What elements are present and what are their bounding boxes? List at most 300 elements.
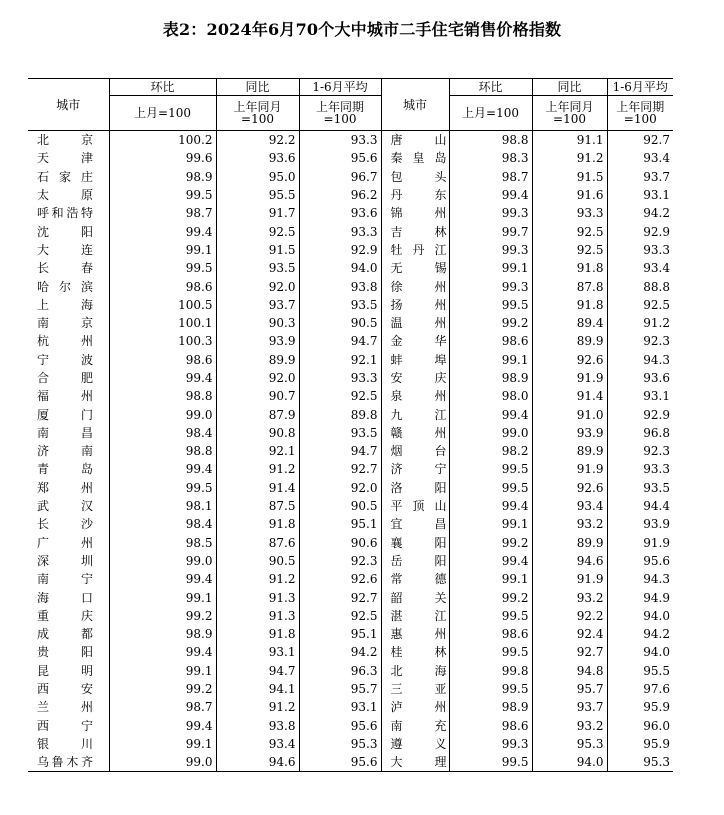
city-cell — [28, 277, 109, 295]
mom-cell: 99.0 — [109, 405, 216, 423]
avg-cell: 94.7 — [299, 332, 381, 350]
table-row — [28, 149, 673, 167]
mom-cell: 98.1 — [109, 497, 216, 515]
avg-cell-right: 92.5 — [607, 296, 673, 314]
avg-cell-right: 95.3 — [607, 753, 673, 772]
city-cell — [28, 570, 109, 588]
table-row — [28, 662, 673, 680]
city-name: 南充 — [390, 718, 447, 733]
city-cell-right — [381, 332, 449, 350]
yoy-cell: 89.9 — [216, 351, 299, 369]
city-name: 太原 — [37, 188, 93, 203]
city-name: 徐州 — [390, 279, 447, 294]
city-name: 北京 — [37, 133, 93, 148]
city-cell — [28, 296, 109, 314]
yoy-cell-right: 91.8 — [532, 259, 607, 277]
city-name: 秦皇岛 — [390, 151, 447, 166]
city-name: 天津 — [37, 151, 93, 166]
city-name: 惠州 — [390, 627, 447, 642]
city-name: 常德 — [390, 572, 447, 587]
city-cell — [28, 131, 109, 150]
yoy-cell-right: 91.6 — [532, 186, 607, 204]
city-cell-right — [381, 296, 449, 314]
city-cell — [28, 625, 109, 643]
mom-cell-right: 98.3 — [449, 149, 532, 167]
city-name: 西宁 — [37, 718, 93, 733]
yoy-cell-right: 92.4 — [532, 625, 607, 643]
city-name: 广州 — [37, 535, 93, 550]
city-cell — [28, 698, 109, 716]
city-cell — [28, 515, 109, 533]
yoy-cell: 93.4 — [216, 735, 299, 753]
yoy-cell-right: 91.5 — [532, 168, 607, 186]
city-name: 合肥 — [37, 371, 93, 385]
city-cell-right — [381, 204, 449, 222]
city-name: 温州 — [390, 316, 447, 331]
yoy-base: 上年同月 =100 — [216, 96, 299, 131]
table-body — [28, 131, 673, 772]
yoy-cell: 93.9 — [216, 332, 299, 350]
table-row — [28, 534, 673, 552]
avg-cell-right: 94.4 — [607, 497, 673, 515]
avg-cell: 94.2 — [299, 643, 381, 661]
price-index-table — [28, 78, 673, 772]
city-name: 牡丹江 — [390, 242, 447, 257]
yoy-cell: 90.8 — [216, 424, 299, 442]
city-cell-right — [381, 314, 449, 332]
city-cell-right — [381, 643, 449, 661]
mom-cell-right: 98.9 — [449, 698, 532, 716]
city-name: 唐山 — [390, 133, 447, 148]
table-row — [28, 296, 673, 314]
city-cell-right — [381, 424, 449, 442]
avg-cell-right: 93.3 — [607, 460, 673, 478]
mom-cell: 98.4 — [109, 515, 216, 533]
avg-cell-right: 93.4 — [607, 259, 673, 277]
avg-cell-right: 94.2 — [607, 625, 673, 643]
city-name: 平顶山 — [390, 499, 447, 514]
yoy-cell: 94.7 — [216, 662, 299, 680]
avg-cell-right: 91.9 — [607, 534, 673, 552]
mom-cell-right: 99.4 — [449, 552, 532, 570]
table-row — [28, 607, 673, 625]
city-cell — [28, 735, 109, 753]
yoy-cell-right: 91.2 — [532, 149, 607, 167]
city-cell — [28, 680, 109, 698]
yoy-cell: 93.1 — [216, 643, 299, 661]
city-name: 贵阳 — [37, 645, 93, 660]
yoy-cell: 92.2 — [216, 131, 299, 150]
table-row — [28, 515, 673, 533]
avg-cell: 93.5 — [299, 424, 381, 442]
yoy-cell-right: 93.2 — [532, 717, 607, 735]
mom-cell: 99.0 — [109, 753, 216, 772]
mom-cell: 99.4 — [109, 460, 216, 478]
city-cell-right — [381, 735, 449, 753]
mom-cell: 100.3 — [109, 332, 216, 350]
city-name: 泉州 — [390, 389, 447, 404]
city-name: 泸州 — [390, 700, 447, 715]
city-name: 郑州 — [37, 480, 93, 495]
city-name: 扬州 — [390, 297, 447, 312]
table-row — [28, 241, 673, 259]
city-cell-right — [381, 717, 449, 735]
avg-cell-right: 93.7 — [607, 168, 673, 186]
yoy-cell-right: 93.3 — [532, 204, 607, 222]
city-name: 厦门 — [37, 407, 93, 422]
city-name: 赣州 — [390, 425, 447, 440]
table-row — [28, 479, 673, 497]
avg-cell: 92.6 — [299, 570, 381, 588]
mom-cell-right: 99.2 — [449, 588, 532, 606]
city-name: 丹东 — [390, 188, 447, 203]
city-cell — [28, 753, 109, 772]
avg-cell-right: 94.2 — [607, 204, 673, 222]
avg-cell: 93.8 — [299, 277, 381, 295]
city-cell-right — [381, 222, 449, 240]
table-row — [28, 680, 673, 698]
avg-cell-right: 91.2 — [607, 314, 673, 332]
table-row — [28, 698, 673, 716]
city-cell-right — [381, 552, 449, 570]
yoy-cell: 91.3 — [216, 588, 299, 606]
yoy-cell: 92.1 — [216, 442, 299, 460]
avg-cell-right: 93.4 — [607, 149, 673, 167]
yoy-cell: 87.5 — [216, 497, 299, 515]
mom-cell-right: 99.5 — [449, 607, 532, 625]
mom-cell: 98.6 — [109, 351, 216, 369]
city-cell — [28, 588, 109, 606]
city-name: 九江 — [390, 407, 447, 422]
table-row — [28, 588, 673, 606]
mom-cell-right: 99.5 — [449, 643, 532, 661]
avg-cell: 94.7 — [299, 442, 381, 460]
mom-cell-right: 98.9 — [449, 369, 532, 387]
table-row — [28, 643, 673, 661]
mom-cell: 99.1 — [109, 735, 216, 753]
city-name: 襄阳 — [390, 535, 447, 550]
table-row — [28, 332, 673, 350]
city-name: 宁波 — [37, 352, 93, 367]
city-name: 重庆 — [37, 608, 93, 623]
city-cell — [28, 717, 109, 735]
mom-cell-right: 99.2 — [449, 314, 532, 332]
avg-cell: 95.1 — [299, 625, 381, 643]
city-name: 乌鲁木齐 — [37, 755, 93, 770]
city-name: 杭州 — [37, 334, 93, 349]
city-cell — [28, 204, 109, 222]
yoy-cell-right: 92.2 — [532, 607, 607, 625]
city-cell — [28, 332, 109, 350]
yoy-cell-right: 93.2 — [532, 588, 607, 606]
yoy-cell: 91.5 — [216, 241, 299, 259]
mom-cell-right: 99.4 — [449, 186, 532, 204]
city-cell — [28, 424, 109, 442]
city-cell — [28, 607, 109, 625]
city-name: 济宁 — [390, 462, 447, 477]
mom-cell-right: 99.3 — [449, 241, 532, 259]
mom-cell-right: 99.3 — [449, 204, 532, 222]
city-cell — [28, 479, 109, 497]
mom-cell: 99.1 — [109, 241, 216, 259]
avg-cell-right: 93.1 — [607, 387, 673, 405]
city-cell-right — [381, 405, 449, 423]
mom-cell-right: 98.0 — [449, 387, 532, 405]
city-cell-right — [381, 698, 449, 716]
city-cell-right — [381, 662, 449, 680]
yoy-cell: 91.8 — [216, 515, 299, 533]
city-cell — [28, 643, 109, 661]
yoy-cell-right: 91.4 — [532, 387, 607, 405]
mom-cell-right: 98.6 — [449, 625, 532, 643]
city-cell-right — [381, 387, 449, 405]
avg-cell: 93.3 — [299, 131, 381, 150]
avg-cell-right: 92.9 — [607, 405, 673, 423]
city-cell-right — [381, 277, 449, 295]
mom-cell: 99.1 — [109, 588, 216, 606]
avg-cell: 96.2 — [299, 186, 381, 204]
city-cell-right — [381, 570, 449, 588]
yoy-cell: 87.6 — [216, 534, 299, 552]
city-name: 长沙 — [37, 517, 93, 532]
table-row — [28, 186, 673, 204]
mom-cell-right: 98.2 — [449, 442, 532, 460]
city-name: 锦州 — [390, 206, 447, 221]
mom-cell: 99.2 — [109, 607, 216, 625]
yoy-cell: 91.2 — [216, 698, 299, 716]
city-cell-right — [381, 625, 449, 643]
city-cell-right — [381, 680, 449, 698]
city-cell-right — [381, 351, 449, 369]
mom-cell-right: 98.6 — [449, 717, 532, 735]
city-cell — [28, 222, 109, 240]
avg-cell-right: 93.1 — [607, 186, 673, 204]
mom-cell-right: 99.1 — [449, 259, 532, 277]
avg-cell-right: 95.5 — [607, 662, 673, 680]
avg-cell-right: 96.8 — [607, 424, 673, 442]
yoy-cell-right: 89.9 — [532, 442, 607, 460]
city-cell-right — [381, 460, 449, 478]
avg-cell: 90.5 — [299, 497, 381, 515]
city-cell-right — [381, 588, 449, 606]
avg-cell: 93.1 — [299, 698, 381, 716]
yoy-cell-right: 92.5 — [532, 222, 607, 240]
city-name: 烟台 — [390, 444, 447, 459]
mom-cell: 99.0 — [109, 552, 216, 570]
yoy-cell: 94.6 — [216, 753, 299, 772]
city-name: 大理 — [390, 755, 447, 770]
table-row — [28, 735, 673, 753]
mom-cell-right: 99.5 — [449, 460, 532, 478]
mom-cell: 98.5 — [109, 534, 216, 552]
avg-cell-right: 93.5 — [607, 479, 673, 497]
city-name: 桂林 — [390, 645, 447, 660]
table-row — [28, 204, 673, 222]
yoy-cell: 93.6 — [216, 149, 299, 167]
avg-cell-right: 92.3 — [607, 442, 673, 460]
city-cell-right — [381, 442, 449, 460]
avg-cell: 93.3 — [299, 222, 381, 240]
city-cell — [28, 186, 109, 204]
city-name: 哈尔滨 — [37, 279, 93, 294]
yoy-base-right: 上年同月 =100 — [532, 96, 607, 131]
table-row — [28, 168, 673, 186]
yoy-cell: 90.7 — [216, 387, 299, 405]
yoy-cell-right: 93.4 — [532, 497, 607, 515]
mom-cell: 99.5 — [109, 186, 216, 204]
mom-cell: 98.7 — [109, 204, 216, 222]
mom-cell: 99.4 — [109, 369, 216, 387]
mom-cell: 99.4 — [109, 643, 216, 661]
yoy-cell-right: 91.9 — [532, 460, 607, 478]
yoy-cell: 93.8 — [216, 717, 299, 735]
avg-cell-right: 94.3 — [607, 570, 673, 588]
avg-cell: 95.6 — [299, 753, 381, 772]
mom-cell: 98.6 — [109, 277, 216, 295]
yoy-cell: 91.7 — [216, 204, 299, 222]
city-name: 济南 — [37, 444, 93, 459]
avg-header: 1-6月平均 — [299, 79, 381, 96]
avg-cell: 92.3 — [299, 552, 381, 570]
city-cell-right — [381, 497, 449, 515]
city-name: 宜昌 — [390, 517, 447, 532]
yoy-cell: 95.5 — [216, 186, 299, 204]
city-name: 遵义 — [390, 736, 447, 751]
mom-cell: 98.4 — [109, 424, 216, 442]
mom-cell-right: 99.4 — [449, 405, 532, 423]
city-name: 西安 — [37, 682, 93, 697]
yoy-cell: 90.3 — [216, 314, 299, 332]
city-name: 银川 — [37, 736, 93, 751]
mom-cell: 98.9 — [109, 168, 216, 186]
table-title: 表2：2024年6月70个大中城市二手住宅销售价格指数 — [162, 20, 562, 39]
mom-cell: 98.9 — [109, 625, 216, 643]
city-name: 北海 — [390, 663, 447, 678]
yoy-cell-right: 91.0 — [532, 405, 607, 423]
yoy-cell: 91.8 — [216, 625, 299, 643]
yoy-cell-right: 91.9 — [532, 369, 607, 387]
yoy-cell-right: 89.4 — [532, 314, 607, 332]
city-cell-right — [381, 515, 449, 533]
city-name: 吉林 — [390, 224, 447, 239]
city-cell — [28, 369, 109, 387]
table-row — [28, 314, 673, 332]
yoy-cell-right: 91.9 — [532, 570, 607, 588]
avg-cell-right: 94.9 — [607, 588, 673, 606]
yoy-cell: 93.5 — [216, 259, 299, 277]
city-cell — [28, 168, 109, 186]
avg-cell-right: 95.9 — [607, 735, 673, 753]
avg-cell: 92.7 — [299, 588, 381, 606]
mom-cell-right: 99.5 — [449, 296, 532, 314]
avg-cell: 90.6 — [299, 534, 381, 552]
table-row — [28, 369, 673, 387]
avg-cell-right: 95.6 — [607, 552, 673, 570]
city-cell — [28, 259, 109, 277]
table-row — [28, 753, 673, 772]
avg-cell: 96.3 — [299, 662, 381, 680]
yoy-cell-right: 91.8 — [532, 296, 607, 314]
mom-cell: 99.4 — [109, 570, 216, 588]
mom-cell-right: 99.3 — [449, 735, 532, 753]
city-cell-right — [381, 607, 449, 625]
avg-cell-right: 97.6 — [607, 680, 673, 698]
avg-cell: 94.0 — [299, 259, 381, 277]
city-name: 石家庄 — [37, 169, 93, 184]
mom-cell: 99.4 — [109, 222, 216, 240]
yoy-cell-right: 89.9 — [532, 534, 607, 552]
city-name: 无锡 — [390, 261, 447, 276]
avg-cell: 95.7 — [299, 680, 381, 698]
mom-cell-right: 99.5 — [449, 753, 532, 772]
avg-cell: 92.5 — [299, 387, 381, 405]
city-cell-right — [381, 186, 449, 204]
table-row — [28, 552, 673, 570]
yoy-cell-right: 93.2 — [532, 515, 607, 533]
avg-cell-right: 88.8 — [607, 277, 673, 295]
mom-cell-right: 99.8 — [449, 662, 532, 680]
table-row — [28, 625, 673, 643]
city-cell-right — [381, 369, 449, 387]
city-name: 青岛 — [37, 462, 93, 477]
yoy-cell-right: 92.6 — [532, 351, 607, 369]
city-cell-right — [381, 168, 449, 186]
table-row — [28, 405, 673, 423]
city-name: 安庆 — [390, 371, 447, 385]
avg-cell-right: 92.3 — [607, 332, 673, 350]
table-row — [28, 131, 673, 150]
city-name: 大连 — [37, 242, 93, 257]
table-row — [28, 717, 673, 735]
city-name: 沈阳 — [37, 224, 93, 239]
avg-cell: 89.8 — [299, 405, 381, 423]
city-cell-right — [381, 479, 449, 497]
mom-cell-right: 98.6 — [449, 332, 532, 350]
mom-cell-right: 99.4 — [449, 497, 532, 515]
avg-cell: 95.6 — [299, 717, 381, 735]
avg-cell: 92.9 — [299, 241, 381, 259]
city-cell — [28, 442, 109, 460]
yoy-cell-right: 93.7 — [532, 698, 607, 716]
mom-cell: 98.8 — [109, 442, 216, 460]
city-name: 蚌埠 — [390, 352, 447, 367]
city-cell — [28, 534, 109, 552]
avg-cell: 92.7 — [299, 460, 381, 478]
avg-header-right: 1-6月平均 — [607, 79, 673, 96]
city-column-header: 城市 — [28, 79, 109, 131]
yoy-cell-right: 95.3 — [532, 735, 607, 753]
avg-cell: 92.1 — [299, 351, 381, 369]
city-name: 深圳 — [37, 553, 93, 568]
avg-cell: 93.5 — [299, 296, 381, 314]
table-row — [28, 570, 673, 588]
yoy-header-right: 同比 — [532, 79, 607, 96]
city-cell — [28, 241, 109, 259]
avg-cell: 93.3 — [299, 369, 381, 387]
avg-cell-right: 96.0 — [607, 717, 673, 735]
yoy-cell: 93.7 — [216, 296, 299, 314]
yoy-cell: 87.9 — [216, 405, 299, 423]
table-row — [28, 277, 673, 295]
city-cell — [28, 662, 109, 680]
city-cell — [28, 460, 109, 478]
city-cell — [28, 149, 109, 167]
avg-cell-right: 92.9 — [607, 222, 673, 240]
city-name: 昆明 — [37, 663, 93, 678]
city-name: 湛江 — [390, 608, 447, 623]
table-row — [28, 460, 673, 478]
yoy-cell: 94.1 — [216, 680, 299, 698]
